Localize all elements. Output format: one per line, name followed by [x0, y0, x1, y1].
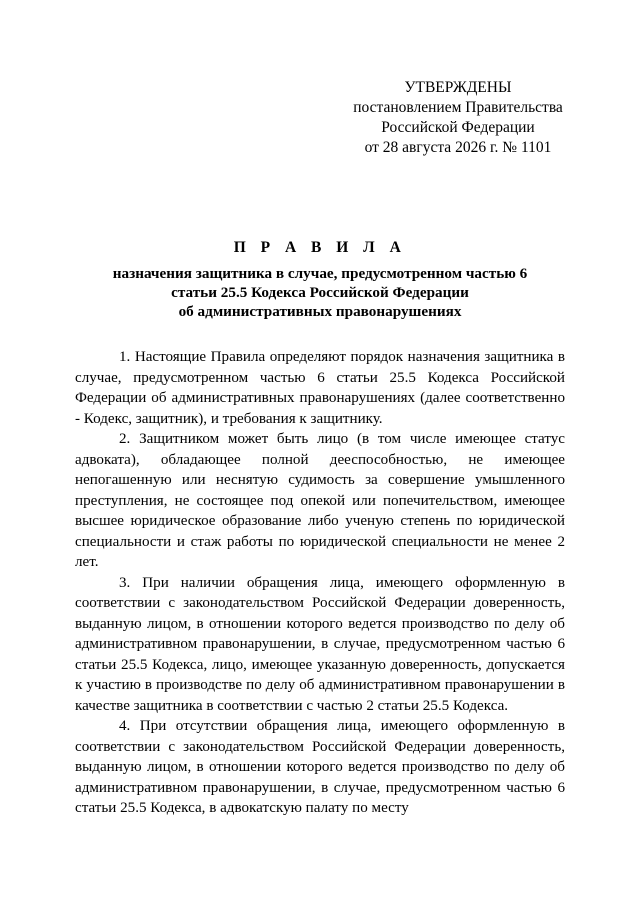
approval-heading: УТВЕРЖДЕНЫ: [404, 79, 512, 96]
document-title: П Р А В И Л А: [233, 239, 407, 256]
paragraph-3: 3. При наличии обращения лица, имеющего оформленную в соответствии с законодательством Российской Федерации доверенность, выданную лицом, в отношении которого ведется производство по делу об административном правонарушении, в случае, предусмотренном частью 6 статьи 25.5 Кодекса, лицо, имеющее указанную доверенность, допускается к участию в производстве по делу об административном правонарушении в качестве защитника в соответствии с частью 2 статьи 25.5 Кодекса.: [75, 574, 565, 714]
document-subtitle: [70, 264, 570, 321]
approval-stamp: [340, 78, 576, 158]
subtitle-line: об административных правонарушениях: [178, 303, 462, 320]
paragraph-2: 2. Защитником может быть лицо (в том числе имеющее статус адвоката), обладающее полной дееспособностью, не имеющее непогашенную или неснятую судимость за совершение умышленного преступления, не состоящее под опекой или попечительством, имеющее высшее юридическое образование либо ученую степень по юридической специальности и стаж работы по юридической специальности не менее 2 лет.: [75, 431, 565, 570]
subtitle-line: статьи 25.5 Кодекса Российской Федерации: [171, 284, 469, 301]
document-body: [75, 347, 565, 819]
paragraph-1: 1. Настоящие Правила определяют порядок назначения защитника в случае, предусмотренном частью 6 статьи 25.5 Кодекса Российской Федерации об административных правонарушениях (далее соответственно - Кодекс, защитник), и требования к защитнику.: [75, 349, 565, 427]
approval-date: от 28 августа 2026 г. № 1101: [364, 139, 552, 156]
approval-line: Российской Федерации: [381, 119, 535, 136]
subtitle-line: назначения защитника в случае, предусмотренном частью 6: [112, 265, 528, 282]
approval-line: постановлением Правительства: [353, 99, 563, 116]
paragraph-4: 4. При отсутствии обращения лица, имеющего оформленную в соответствии с законодательством Российской Федерации доверенность, выданную лицом, в отношении которого ведется производство по делу об административном правонарушении, в случае, предусмотренном частью 6 статьи 25.5 Кодекса, в адвокатскую палату по месту: [75, 718, 565, 816]
